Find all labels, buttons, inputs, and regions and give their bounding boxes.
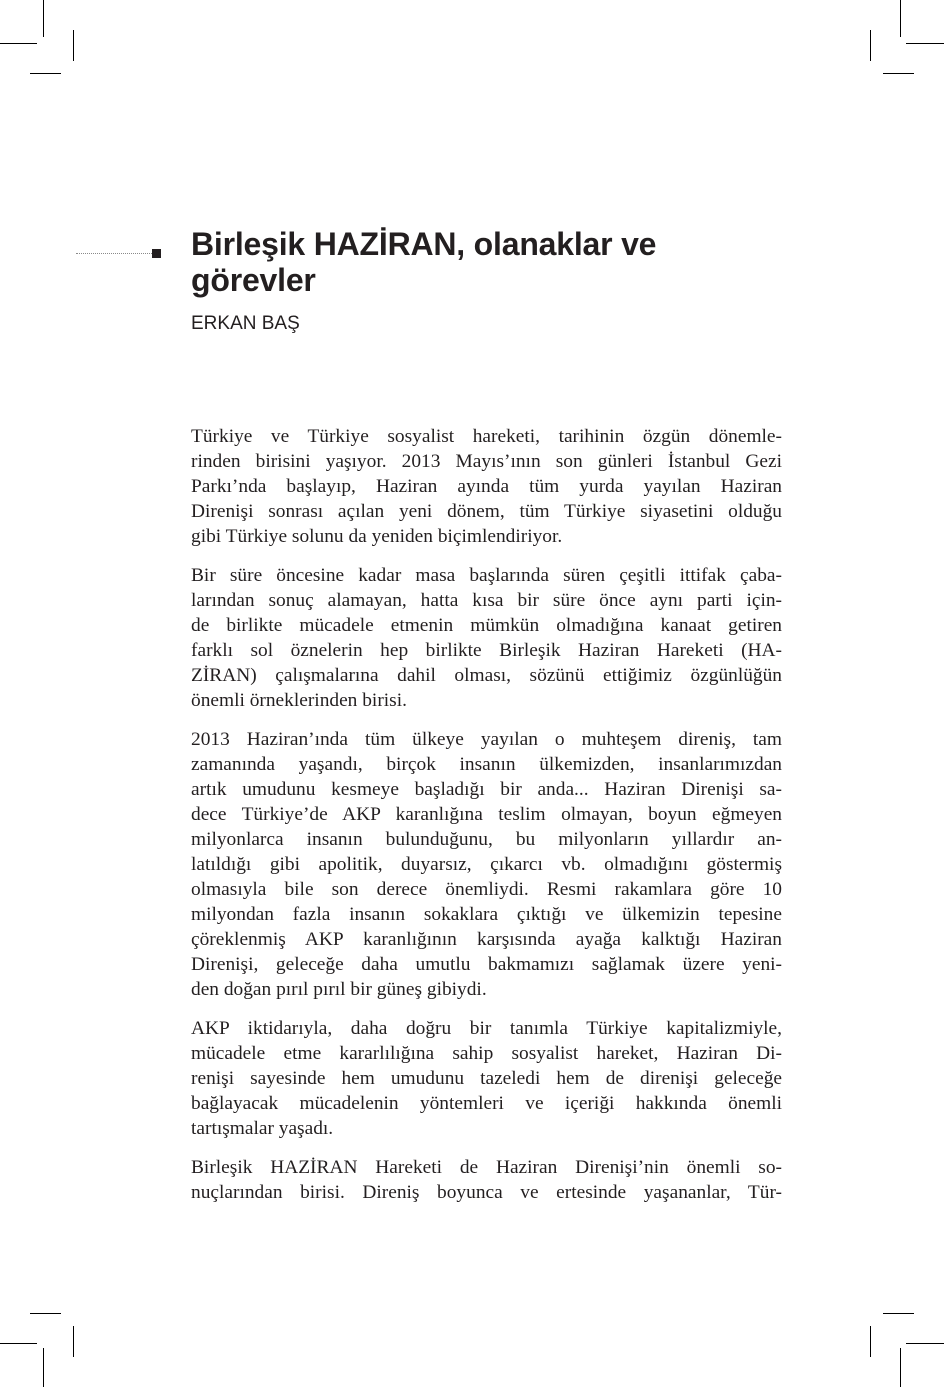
paragraph (191, 424, 782, 549)
text-line: bağlayacak mücadelenin yöntemleri ve içeriği hakkında önemli (191, 1093, 782, 1114)
paragraph (191, 1016, 782, 1141)
text-line: nuçlarından birisi. Direniş boyunca ve ertesinde yaşananlar, Tür- (191, 1182, 782, 1203)
text-line: Birleşik HAZİRAN Hareketi de Haziran Direnişi’nin önemli so- (191, 1157, 782, 1178)
text-line: artık umudunu kesmeye başladığı bir anda... Haziran Direnişi sa- (191, 779, 782, 800)
article-title (191, 226, 751, 298)
paragraph (191, 727, 782, 1002)
text-line: çöreklenmiş AKP karanlığının karşısında ayağa kalktığı Haziran (191, 929, 782, 950)
text-line: farklı sol öznelerin hep birlikte Birleşik Haziran Hareketi (HA- (191, 640, 782, 661)
article-author: ERKAN BAŞ (191, 313, 300, 334)
text-line: mücadele etme kararlılığına sahip sosyalist hareket, Haziran Di- (191, 1043, 782, 1064)
text-line: dece Türkiye’de AKP karanlığına teslim olmayan, boyun eğmeyen (191, 804, 782, 825)
text-line: rinden birisini yaşıyor. 2013 Mayıs’ının son günleri İstanbul Gezi (191, 451, 782, 472)
text-line: Bir süre öncesine kadar masa başlarında süren çeşitli ittifak çaba- (191, 565, 782, 586)
title-line: Birleşik HAZİRAN, olanaklar ve (191, 226, 657, 262)
crop-mark (30, 1313, 61, 1314)
crop-mark (906, 1343, 944, 1344)
text-line: milyonlarca insanın bulunduğunu, bu milyonların yıllardır an- (191, 829, 782, 850)
text-line: de birlikte mücadele etmenin mümkün olmadığına kanaat getiren (191, 615, 782, 636)
crop-mark (73, 30, 74, 61)
title-line: görevler (191, 262, 316, 298)
crop-mark (0, 1343, 37, 1344)
text-line: Türkiye ve Türkiye sosyalist hareketi, tarihinin özgün dönemle- (191, 426, 782, 447)
article-body (191, 424, 782, 1219)
crop-mark (0, 43, 37, 44)
text-line: Direnişi, geleceğe daha umutlu bakmamızı sağlamak üzere yeni- (191, 954, 782, 975)
title-dotted-rule (76, 253, 152, 254)
text-line: renişi sayesinde hem umudunu tazeledi hem de direnişi geleceğe (191, 1068, 782, 1089)
text-line: latıldığı gibi apolitik, duyarsız, çıkarcı vb. olmadığını göstermiş (191, 854, 782, 875)
crop-mark (870, 30, 871, 61)
crop-mark (870, 1326, 871, 1357)
crop-mark (906, 43, 944, 44)
crop-mark (43, 1348, 44, 1387)
crop-mark (900, 0, 901, 37)
crop-mark (30, 73, 61, 74)
text-line: den doğan pırıl pırıl bir güneş gibiydi. (191, 979, 487, 1000)
crop-mark (43, 0, 44, 37)
crop-mark (73, 1326, 74, 1357)
paragraph (191, 1155, 782, 1205)
text-line: tartışmalar yaşadı. (191, 1118, 334, 1139)
text-line: gibi Türkiye solunu da yeniden biçimlendiriyor. (191, 526, 563, 547)
text-line: Direnişi sonrası açılan yeni dönem, tüm Türkiye siyasetini olduğu (191, 501, 782, 522)
text-line: zamanında yaşandı, birçok insanın ülkemizden, insanlarımızdan (191, 754, 782, 775)
text-line: olmasıyla bile son derece önemliydi. Resmi rakamlara göre 10 (191, 879, 782, 900)
crop-mark (883, 73, 914, 74)
text-line: ZİRAN) çalışmalarına dahil olması, sözünü ettiğimiz özgünlüğün (191, 665, 782, 686)
text-line: milyondan fazla insanın sokaklara çıktığı ve ülkemizin tepesine (191, 904, 782, 925)
text-line: önemli örneklerinden birisi. (191, 690, 407, 711)
text-line: larından sonuç alamayan, hatta kısa bir süre önce aynı parti için- (191, 590, 782, 611)
text-line: AKP iktidarıyla, daha doğru bir tanımla Türkiye kapitalizmiyle, (191, 1018, 782, 1039)
title-bullet-square (152, 249, 161, 258)
text-line: 2013 Haziran’ında tüm ülkeye yayılan o muhteşem direniş, tam (191, 729, 782, 750)
crop-mark (883, 1313, 914, 1314)
paragraph (191, 563, 782, 713)
crop-mark (900, 1348, 901, 1387)
text-line: Parkı’nda başlayıp, Haziran ayında tüm yurda yayılan Haziran (191, 476, 782, 497)
